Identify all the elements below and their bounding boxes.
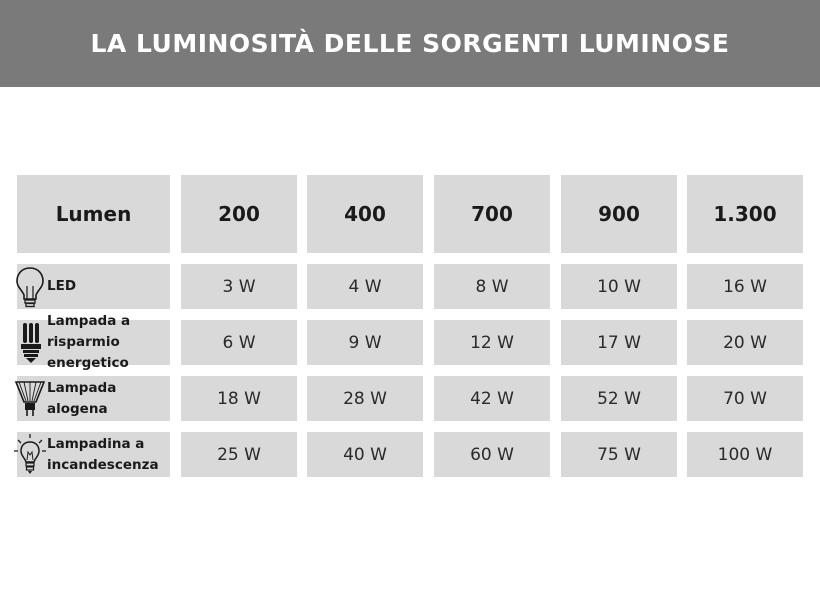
table-cell: 40 W (307, 432, 423, 477)
table-cell: 6 W (181, 320, 297, 365)
table-cell: 60 W (434, 432, 550, 477)
table-cell: 12 W (434, 320, 550, 365)
table-cell: 42 W (434, 376, 550, 421)
table-cell: 17 W (561, 320, 677, 365)
table-cell: 75 W (561, 432, 677, 477)
title-banner (0, 0, 820, 87)
row-label-cell (17, 376, 170, 421)
table-cell: 70 W (687, 376, 803, 421)
table-cell: 25 W (181, 432, 297, 477)
led-bulb-icon (13, 264, 47, 310)
row-label: LED (47, 278, 77, 295)
row-label: Lampada alogena (47, 379, 117, 417)
row-label-cell (17, 264, 170, 309)
incandescent-bulb-icon (13, 432, 47, 478)
table-cell: 28 W (307, 376, 423, 421)
energy-saving-lamp-icon (13, 320, 47, 366)
header-cell: 900 (561, 175, 677, 253)
table-cell: 4 W (307, 264, 423, 309)
row-label: Lampada a risparmio energetico (47, 313, 131, 371)
header-cell: 700 (434, 175, 550, 253)
table-cell: 16 W (687, 264, 803, 309)
row-label: Lampadina a incandescenza (47, 435, 159, 473)
halogen-lamp-icon (13, 376, 47, 422)
table-cell: 8 W (434, 264, 550, 309)
table-cell: 20 W (687, 320, 803, 365)
header-cell: 400 (307, 175, 423, 253)
table-cell: 3 W (181, 264, 297, 309)
table-cell: 10 W (561, 264, 677, 309)
header-cell: 200 (181, 175, 297, 253)
table-cell: 100 W (687, 432, 803, 477)
table-cell: 18 W (181, 376, 297, 421)
row-label-cell (17, 432, 170, 477)
header-cell-lumen: Lumen (17, 175, 170, 253)
table-cell: 52 W (561, 376, 677, 421)
table-cell: 9 W (307, 320, 423, 365)
row-label-cell (17, 313, 170, 371)
header-cell: 1.300 (687, 175, 803, 253)
page-title: LA LUMINOSITÀ DELLE SORGENTI LUMINOSE (90, 29, 730, 58)
